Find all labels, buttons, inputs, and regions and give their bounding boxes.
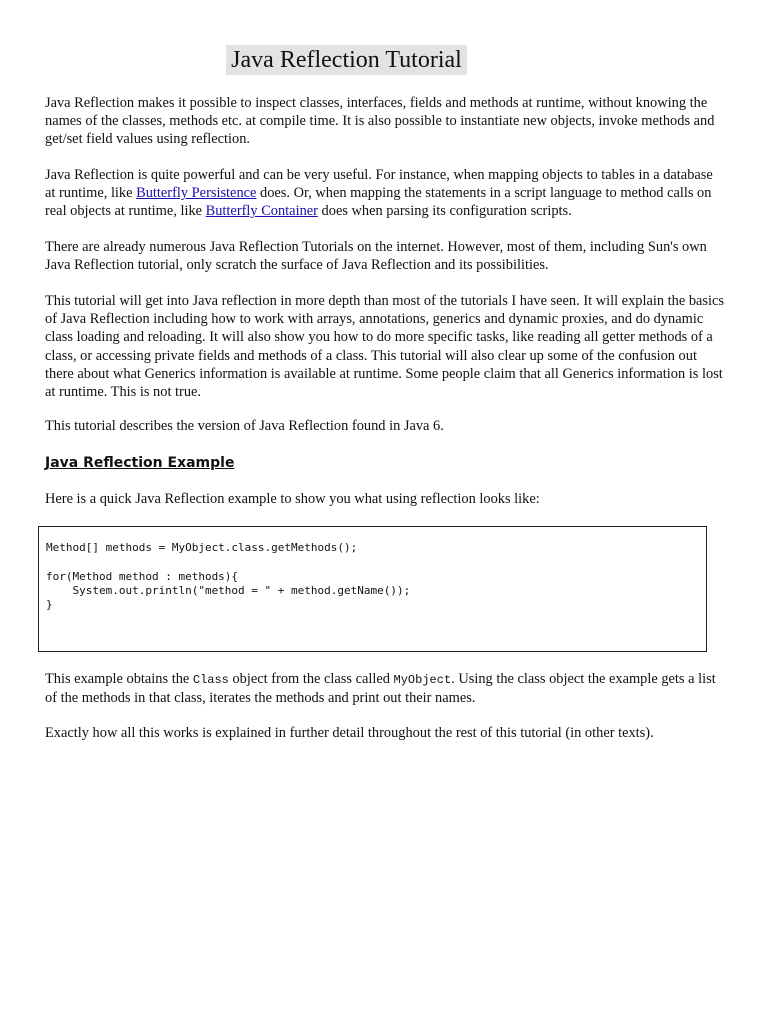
code-line: } bbox=[46, 598, 53, 611]
section-heading: Java Reflection Example bbox=[45, 455, 235, 471]
paragraph-example-explanation bbox=[45, 670, 725, 707]
paragraph-uses-text-2: does. Or, when mapping the statements in a script language to method calls on real objects at runtime, like bbox=[45, 185, 712, 220]
explanation-text-2: object from the class called bbox=[228, 671, 394, 687]
butterfly-persistence-link[interactable]: Butterfly Persistence bbox=[136, 185, 257, 202]
inline-code-class: Class bbox=[192, 673, 229, 687]
paragraph-version: This tutorial describes the version of Java Reflection found in Java 6. bbox=[45, 418, 444, 434]
paragraph-intro: Java Reflection makes it possible to inspect classes, interfaces, fields and methods at runtime, without knowing the names of the classes, methods etc. at compile time. It is also possible to instantiate new objects, invoke methods and get/set field values using reflection. bbox=[45, 95, 715, 148]
paragraph-closing: Exactly how all this works is explained in further detail throughout the rest of this tutorial (in other texts). bbox=[45, 725, 654, 741]
paragraph-uses-text-1: Java Reflection is quite powerful and can be very useful. For instance, when mapping objects to tables in a database at runtime, like bbox=[45, 167, 713, 202]
explanation-text-3: . Using the class object the example gets a list of the methods in that class, iterates the methods and print out their names. bbox=[45, 671, 716, 707]
butterfly-container-link[interactable]: Butterfly Container bbox=[205, 203, 318, 220]
inline-code-myobject: MyObject bbox=[393, 673, 452, 687]
paragraph-depth: This tutorial will get into Java reflection in more depth than most of the tutorials I have seen. It will explain the basics of Java Reflection including how to work with arrays, annotations, generics and dynamic proxies, and do dynamic class loading and reloading. It will also show you how to do more specific tasks, like reading all getter methods of a class, or accessing private fields and methods of a class. This tutorial will also clear up some of the confusion out there about what Generics information is available at runtime. Some people claim that all Generics information is lost at runtime. This is not true. bbox=[45, 293, 724, 401]
paragraph-uses bbox=[45, 166, 725, 221]
paragraph-existing-tutorials: There are already numerous Java Reflection Tutorials on the internet. However, most of them, including Sun's own Java Reflection tutorial, only scratch the surface of Java Reflection and its possibilities. bbox=[45, 239, 707, 274]
paragraph-example-intro: Here is a quick Java Reflection example to show you what using reflection looks like: bbox=[45, 491, 540, 507]
code-line: for(Method method : methods){ bbox=[46, 570, 239, 583]
explanation-text-1: This example obtains the bbox=[45, 671, 193, 687]
code-block bbox=[38, 526, 707, 652]
page-title: Java Reflection Tutorial bbox=[226, 45, 467, 75]
code-line: System.out.println("method = " + method.getName()); bbox=[46, 584, 411, 597]
paragraph-uses-text-3: does when parsing its configuration scripts. bbox=[317, 203, 572, 220]
code-line: Method[] methods = MyObject.class.getMethods(); bbox=[46, 541, 358, 554]
